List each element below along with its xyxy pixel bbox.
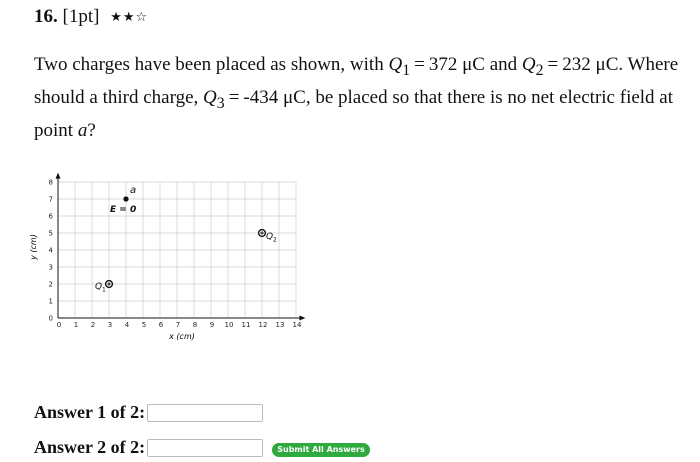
x-tick-label: 2 [90,321,96,329]
submit-all-answers-button[interactable]: Submit All Answers [272,443,370,457]
x-tick-label: 9 [209,321,215,329]
answer-1-row [34,402,263,423]
q2-equals: = [547,54,559,75]
chart-axes [56,173,306,321]
question-text-part2: . Where should a third charge, [34,54,679,108]
q2-subscript: 2 [535,61,544,79]
x-tick-label: 12 [258,321,268,329]
q2-value: 232 μC [562,54,619,75]
q3-value: -434 μC [243,86,306,108]
x-axis-label: x (cm) [169,332,195,341]
q1-subscript: 1 [402,61,411,79]
question-text [34,51,694,144]
answer-2-input[interactable] [147,439,263,457]
point-a-marker [123,196,128,201]
field-annotation: E = 0 [110,205,137,216]
q3-equals: = [228,86,240,108]
charge-label: Q [266,232,274,242]
x-tick-label: 10 [224,321,234,329]
point-a-symbol: a [77,119,88,141]
chart-grid [58,182,296,318]
charge-label: Q [95,282,103,292]
q1-symbol: Q [388,54,403,75]
question-points: [1pt] [62,6,100,27]
x-tick-label: 6 [158,321,164,329]
y-tick-label: 0 [48,314,53,323]
question-text-part3: , be placed so that there is no net electric field at point [34,86,674,141]
y-tick-label: 6 [48,212,53,221]
point-a-label: a [130,185,137,196]
y-tick-label: 3 [48,263,53,272]
question-header [34,6,148,28]
difficulty-stars-icon: ★★☆ [110,10,149,25]
y-tick-label: 7 [48,195,53,204]
x-tick-label: 4 [124,321,130,329]
chart-ticks [49,179,302,330]
y-tick-label: 1 [48,297,53,306]
x-tick-label: 3 [107,321,113,329]
q3-symbol: Q [203,86,217,108]
q1-equals: = [414,54,425,75]
question-text-part1: Two charges have been placed as shown, with [34,54,389,75]
q1-value: 372 μC [428,54,485,75]
x-tick-label: 1 [73,321,79,329]
y-axis-arrow-icon [56,173,61,179]
x-tick-label: 14 [292,321,302,329]
y-axis-label: y (cm) [29,234,38,260]
x-tick-label: 11 [241,321,251,329]
chart-marks [95,185,277,294]
x-tick-label: 0 [56,321,62,329]
y-tick-label: 5 [48,229,53,238]
x-tick-label: 5 [141,321,147,329]
answer-1-label: Answer 1 of 2: [34,402,146,422]
x-axis-arrow-icon [299,316,305,321]
question-and: and [484,54,522,75]
q3-subscript: 3 [216,94,225,112]
x-tick-label: 8 [192,321,198,329]
x-tick-label: 7 [175,321,181,329]
x-tick-label: 13 [275,321,285,329]
q2-symbol: Q [521,54,536,75]
answer-2-label: Answer 2 of 2: [34,437,146,457]
answer-2-row [34,437,263,458]
y-tick-label: 2 [48,280,53,289]
y-tick-label: 8 [48,178,53,187]
charge-diagram-chart [28,165,328,345]
charge-label-subscript: 2 [273,236,277,244]
question-text-end: ? [87,119,96,141]
answer-1-input[interactable] [147,404,263,422]
question-number: 16. [34,6,58,27]
charge-label-subscript: 1 [102,286,106,294]
y-tick-label: 4 [48,246,53,255]
